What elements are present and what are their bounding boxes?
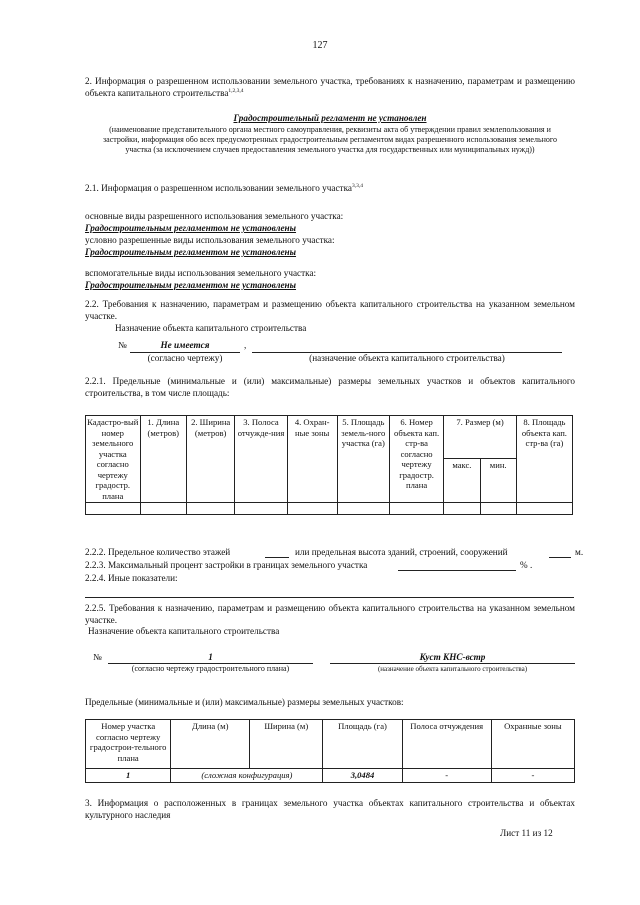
table-header-cell: 7. Размер (м): [444, 416, 517, 459]
table-row: [86, 769, 575, 783]
table-header-cell: 5. Площадь земель-ного участка (га): [337, 416, 389, 503]
sizes-header-cell: Номер участка согласно чертежу градострои-тельного плана: [86, 720, 171, 769]
section-2-1-heading-sup: 3,3,4: [351, 182, 363, 189]
sizes-header-cell: Ширина (м): [250, 720, 323, 769]
auxiliary-uses-label: вспомогательные виды использования земельного участка:: [85, 268, 317, 278]
table-header-cell: 3. Полоса отчужде-ния: [235, 416, 287, 503]
section-2-2-5-purpose-value: Куст КНС-встр: [419, 652, 486, 662]
reglament-note: (наименование представительного органа местного самоуправления, реквизиты акта об утверждении правил землепользования и застройки, информация обо всех предусмотренных градостроительным регламентом видах разрешенного использования земельного участка (за исключением случаев предоставления земельного участка для государственных или муниципальных нужд)): [103, 125, 557, 154]
table-cell: [480, 503, 516, 515]
section-2-2-5-caption-right: (назначение объекта капитального строительства): [377, 665, 528, 673]
table-row: [86, 503, 573, 515]
section-2-2-comma: ,: [244, 340, 247, 350]
section-2-2-number-value: Не имеется: [160, 340, 210, 350]
floors-line: [265, 557, 289, 558]
section-2-2-5-number-sign: №: [93, 652, 102, 662]
section-2-2-heading: 2.2. Требования к назначению, параметрам и размещению объекта капитального строительства на указанном земельном участке.: [85, 299, 575, 321]
table-header-cell: 8. Площадь объекта кап. стр-ва (га): [516, 416, 572, 503]
section-2-heading: [85, 76, 575, 99]
section-2-2-2-unit: м.: [575, 547, 584, 557]
sizes-header-cell: Охранные зоны: [491, 720, 574, 769]
section-2-2-1-heading: 2.2.1. Предельные (минимальные и (или) максимальные) размеры земельных участков и объектов капитального строительства, в том числе площадь:: [85, 376, 575, 398]
page-number: 127: [312, 40, 328, 51]
table-header-row: [86, 416, 573, 459]
sizes-header-cell: Длина (м): [171, 720, 250, 769]
section-2-2-5-purpose-label: Назначение объекта капитального строительства: [88, 626, 280, 636]
basic-uses-label: основные виды разрешенного использования земельного участка:: [85, 211, 344, 221]
table-header-cell: 6. Номер объекта кап. стр-ва согласно чертежу градостр. плана: [389, 416, 443, 503]
table-header-cell: Кадастро-вый номер земельного участка согласно чертежу градостр. плана: [87, 417, 139, 501]
sizes-table: [85, 719, 575, 783]
table-cell: 3,0484: [323, 769, 402, 783]
table-cell: [235, 503, 287, 515]
sizes-header-row: [86, 720, 575, 769]
table-cell: [444, 503, 480, 515]
sheet-footer: Лист 11 из 12: [500, 828, 553, 838]
section-2-1-heading-text: 2.1. Информация о разрешенном использовании земельного участка: [85, 183, 352, 193]
section-2-2-5-heading: 2.2.5. Требования к назначению, параметрам и размещению объекта капитального строительства на указанном земельном участке.: [85, 603, 575, 625]
table-header-cell: 2. Ширина (метров): [186, 416, 234, 503]
height-line: [549, 557, 571, 558]
table-cell: 1: [86, 769, 171, 783]
other-indicators-line: [85, 597, 574, 598]
table-cell: (сложная конфигурация): [171, 769, 323, 783]
table-cell: [86, 503, 141, 515]
section-2-2-number-sign: №: [118, 340, 127, 350]
table-cell: -: [491, 769, 574, 783]
table-subheader-cell: макс.: [444, 459, 480, 503]
section-3-heading: 3. Информация о расположенных в границах земельного участка объектах капитального строительства и объектах культурного наследия: [85, 798, 575, 820]
section-2-heading-sup: 1,2,3,4: [228, 87, 244, 94]
table-subheader-cell: мин.: [480, 459, 516, 503]
table-cell: -: [402, 769, 491, 783]
conditional-uses-label: условно разрешенные виды использования земельного участка:: [85, 235, 335, 245]
section-2-2-caption-left: (согласно чертежу): [147, 353, 223, 363]
sizes-header-cell: Полоса отчуждения: [402, 720, 491, 769]
sizes-header-cell: Площадь (га): [323, 720, 402, 769]
section-2-2-caption-right: (назначение объекта капитального строительства): [309, 353, 505, 363]
table-cell: [186, 503, 234, 515]
sizes-heading: Предельные (минимальные и (или) максимальные) размеры земельных участков:: [85, 697, 404, 707]
section-2-2-5-caption-left: (согласно чертежу градостроительного плана): [131, 664, 290, 673]
section-2-2-3-text: 2.2.3. Максимальный процент застройки в границах земельного участка: [85, 560, 368, 570]
conditional-uses-value: Градостроительным регламентом не установлены: [85, 247, 297, 257]
section-2-heading-text: 2. Информация о разрешенном использовании земельного участка, требованиях к назначению, параметрам и размещению объекта капитального строительства: [85, 76, 575, 98]
table-cell: [516, 503, 572, 515]
section-2-2-purpose-label: Назначение объекта капитального строительства: [115, 323, 307, 333]
limits-table: [85, 415, 573, 515]
section-2-2-2-text-a: 2.2.2. Предельное количество этажей: [85, 547, 231, 557]
section-2-2-2-text-b: или предельная высота зданий, строений, сооружений: [295, 547, 508, 557]
table-header-cell: 1. Длина (метров): [140, 416, 186, 503]
table-cell: [389, 503, 443, 515]
section-2-2-3-unit: % .: [520, 560, 533, 570]
reglament-title: Градостроительный регламент не установлен: [233, 113, 427, 123]
section-2-2-5-number-value: 1: [208, 652, 213, 662]
table-cell: [287, 503, 337, 515]
section-2-2-4-text: 2.2.4. Иные показатели:: [85, 573, 178, 583]
percent-line: [398, 570, 516, 571]
table-header-cell: 4. Охран-ные зоны: [287, 416, 337, 503]
table-cell: [337, 503, 389, 515]
basic-uses-value: Градостроительным регламентом не установлены: [85, 223, 297, 233]
table-cell: [140, 503, 186, 515]
auxiliary-uses-value: Градостроительным регламентом не установлены: [85, 280, 297, 290]
section-2-1-heading: [85, 183, 575, 195]
